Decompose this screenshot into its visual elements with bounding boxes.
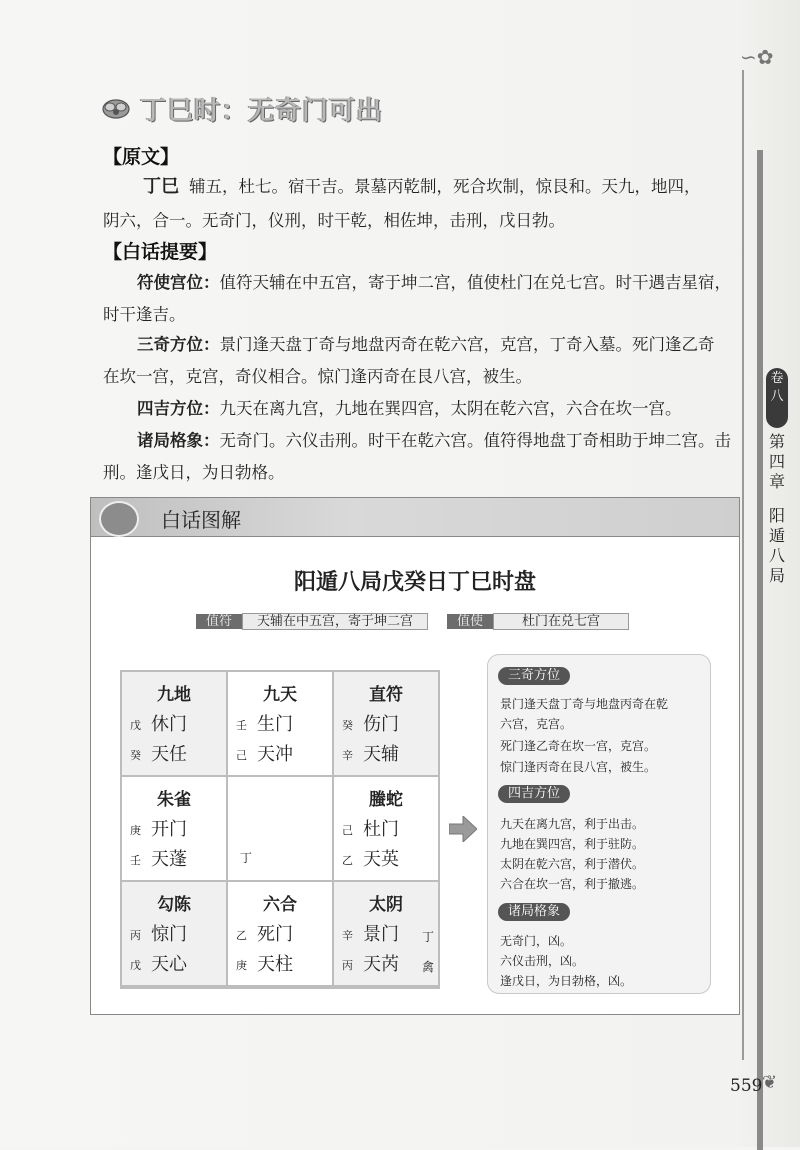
chapter-vertical-label — [764, 432, 790, 586]
palace-door-row — [236, 710, 293, 736]
zhishi-strip — [447, 611, 629, 633]
star: 天心 — [151, 954, 187, 975]
summary-item — [103, 266, 743, 300]
door: 死门 — [257, 924, 293, 945]
chart-title: 阳遁八局戊癸日丁巳时盘 — [293, 570, 536, 595]
summary-text-cont: 时干逢吉。 — [103, 305, 186, 324]
palace-door-row — [342, 815, 399, 841]
summary-item — [103, 424, 743, 458]
illustration-header — [91, 498, 739, 537]
page-ornament-icon: ❦ — [762, 1072, 778, 1093]
palace-god: 太阴 — [369, 895, 403, 915]
summary-heading: 【白话提要】 — [103, 241, 218, 263]
palace-star-row — [342, 845, 399, 871]
star: 天辅 — [363, 744, 399, 765]
palace-door-row — [130, 710, 187, 736]
palace-god: 螣蛇 — [369, 790, 403, 810]
palace-door-row — [130, 815, 187, 841]
volume-tab-bottom: 八 — [770, 389, 784, 404]
star: 天芮 — [363, 954, 399, 975]
original-paragraph-1 — [103, 170, 743, 204]
notes-panel — [487, 654, 711, 994]
center-stem: 丁 — [240, 851, 253, 865]
door: 景门 — [363, 924, 399, 945]
stem: 庚 — [130, 824, 141, 837]
summary-text: 景门逢天盘丁奇与地盘丙奇在乾六宫，克宫，丁奇入墓。死门逢乙奇 — [219, 335, 715, 354]
palace-star-row — [236, 950, 293, 976]
extra-stem: 丁 — [422, 930, 435, 944]
stem: 壬 — [130, 854, 141, 867]
palace-god: 直符 — [369, 685, 403, 705]
palace-door-row — [342, 710, 399, 736]
palace-star-row — [130, 845, 187, 871]
stem: 己 — [236, 749, 247, 762]
original-line-1: 辅五，杜七。宿干吉。景墓丙乾制，死合坎制，惊艮和。天九，地四， — [189, 177, 701, 196]
star: 天柱 — [257, 954, 293, 975]
door: 开门 — [151, 819, 187, 840]
stem: 庚 — [236, 959, 247, 972]
volume-tab — [766, 368, 788, 428]
note-line: 九地在巽四宫，利于驻防。 — [500, 837, 645, 851]
summary-text: 无奇门。六仪击刑。时干在乾六宫。值符得地盘丁奇相助于坤二宫。击 — [219, 431, 731, 450]
summary-text-cont: 在坎一宫，克宫，奇仪相合。惊门逢丙奇在艮八宫，被生。 — [103, 367, 532, 386]
page-spine-edge — [757, 150, 763, 1150]
illustration-box — [90, 497, 740, 1015]
summary-text-cont: 刑。逢戊日，为日勃格。 — [103, 463, 285, 482]
palace-cell — [122, 672, 226, 775]
note-line: 逢戊日，为日勃格，凶。 — [500, 974, 633, 988]
illustration-emblem-icon — [99, 501, 139, 537]
zhishi-label: 值使 — [447, 614, 493, 629]
palace-star-row — [342, 950, 399, 976]
zhishi-value: 杜门在兑七宫 — [493, 613, 629, 630]
palace-grid — [120, 670, 440, 989]
palace-god: 九地 — [157, 685, 191, 705]
summary-text: 值符天辅在中五宫，寄于坤二宫，值使杜门在兑七宫。时干遇吉星宿， — [219, 273, 731, 292]
zhifu-strip — [196, 611, 428, 633]
door: 杜门 — [363, 819, 399, 840]
note-line: 九天在离九宫，利于出击。 — [500, 817, 645, 831]
stem: 戊 — [130, 959, 141, 972]
stem: 己 — [342, 824, 353, 837]
stem: 丙 — [130, 929, 141, 942]
note-line: 六合在坎一宫，利于撤逃。 — [500, 877, 645, 891]
palace-star-row — [342, 740, 399, 766]
palace-god: 六合 — [263, 895, 297, 915]
palace-cell — [228, 672, 332, 775]
star: 天蓬 — [151, 849, 187, 870]
note-line: 惊门逢丙奇在艮八宫，被生。 — [500, 760, 657, 774]
original-heading: 【原文】 — [103, 146, 180, 168]
note-line: 六仪击刑，凶。 — [500, 954, 585, 968]
palace-god: 九天 — [263, 685, 297, 705]
corner-ornament-icon: ∽✿ — [740, 45, 774, 69]
summary-item — [103, 328, 743, 362]
star: 天冲 — [257, 744, 293, 765]
page-number: 559 — [730, 1076, 763, 1096]
illustration-header-title: 白话图解 — [161, 508, 241, 532]
stem: 辛 — [342, 929, 353, 942]
stem: 丙 — [342, 959, 353, 972]
note-line: 景门逢天盘丁奇与地盘丙奇在乾 — [500, 697, 669, 711]
palace-star-row — [130, 950, 187, 976]
stem: 乙 — [342, 854, 353, 867]
palace-star-row — [130, 740, 187, 766]
geju-label: 诸局格象 — [498, 903, 570, 921]
section-title-row — [100, 90, 383, 127]
door: 伤门 — [363, 714, 399, 735]
original-line-2: 阴六，合一。无奇门，仪刑，时干乾，相佐坤，击刑，戊日勃。 — [103, 211, 565, 230]
star: 天英 — [363, 849, 399, 870]
siji-label: 四吉方位 — [498, 785, 570, 803]
palace-cell — [334, 672, 438, 775]
palace-door-row — [236, 920, 293, 946]
section-label: 阳遁八局 — [768, 506, 785, 585]
palace-cell-center — [228, 777, 332, 880]
note-line: 死门逢乙奇在坎一宫，克宫。 — [500, 739, 657, 753]
palace-god: 朱雀 — [157, 790, 191, 810]
stem: 壬 — [236, 719, 247, 732]
door: 惊门 — [151, 924, 187, 945]
stem: 辛 — [342, 749, 353, 762]
palace-star-row — [236, 740, 293, 766]
chapter-label: 第四章 — [768, 432, 785, 491]
volume-tab-top: 卷 — [770, 371, 784, 386]
palace-cell — [122, 882, 226, 985]
note-line: 六宫，克宫。 — [500, 717, 573, 731]
door: 休门 — [151, 714, 187, 735]
page-title: 丁巳时：无奇门可出 — [140, 96, 384, 126]
note-line: 无奇门，凶。 — [500, 934, 573, 948]
cloud-ornament-icon — [100, 96, 132, 122]
summary-text: 九天在离九宫，九地在巽四宫，太阴在乾六宫，六合在坎一宫。 — [219, 399, 682, 418]
palace-cell — [334, 777, 438, 880]
extra-star: 禽 — [422, 960, 435, 974]
original-lead: 丁巳 — [143, 176, 179, 197]
stem: 戊 — [130, 719, 141, 732]
zhifu-label: 值符 — [196, 614, 242, 629]
door: 生门 — [257, 714, 293, 735]
note-line: 太阴在乾六宫，利于潜伏。 — [500, 857, 645, 871]
stem: 癸 — [342, 719, 353, 732]
palace-cell — [122, 777, 226, 880]
star: 天任 — [151, 744, 187, 765]
summary-item — [103, 392, 743, 426]
arrow-right-icon — [449, 816, 477, 842]
stem: 乙 — [236, 929, 247, 942]
sanqi-label: 三奇方位 — [498, 667, 570, 685]
summary-label: 诸局格象： — [137, 431, 220, 450]
summary-label: 符使宫位： — [137, 273, 220, 292]
palace-cell — [334, 882, 438, 985]
zhifu-value: 天辅在中五宫，寄于坤二宫 — [242, 613, 428, 630]
palace-door-row — [342, 920, 399, 946]
palace-god: 勾陈 — [157, 895, 191, 915]
summary-label: 四吉方位： — [137, 399, 220, 418]
palace-cell — [228, 882, 332, 985]
palace-door-row — [130, 920, 187, 946]
summary-label: 三奇方位： — [137, 335, 220, 354]
stem: 癸 — [130, 749, 141, 762]
